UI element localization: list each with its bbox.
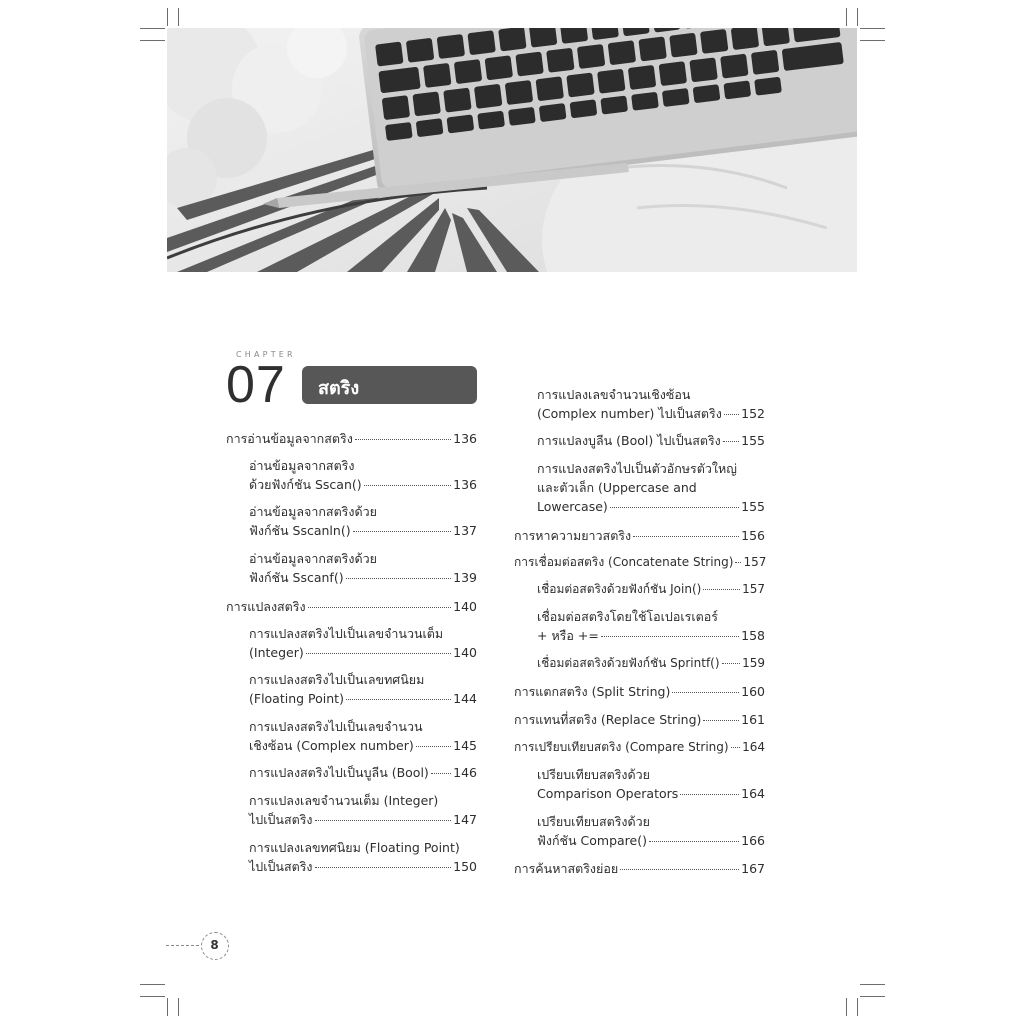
toc-dot-leader [308,607,452,608]
toc-entry-title: การเชื่อมต่อสตริง (Concatenate String) [514,555,734,569]
toc-entry[interactable] [249,624,477,662]
toc-entry-title-line1: เชื่อมต่อสตริงโดยใช้โอเปอเรเตอร์ [537,609,718,624]
crop-mark [860,996,885,997]
toc-dot-leader [723,441,739,442]
toc-dot-leader [364,485,452,486]
toc-entry-page: 160 [741,684,765,699]
toc-entry-title: การค้นหาสตริงย่อย [514,861,619,876]
crop-mark [857,8,858,26]
crop-mark [178,998,179,1016]
toc-dot-leader [431,773,451,774]
page-number-line [166,945,204,946]
toc-entry[interactable] [514,526,765,545]
toc-entry[interactable] [537,459,765,516]
toc-entry[interactable] [514,682,765,701]
toc-entry-title: (Complex number) ไปเป็นสตริง [537,406,722,421]
toc-entry[interactable] [514,710,765,729]
chapter-hero-image [167,28,857,272]
chapter-title: สตริง [318,378,360,399]
toc-entry-page: 152 [741,406,765,421]
toc-dot-leader [306,653,451,654]
toc-entry-title-line1: อ่านข้อมูลจากสตริงด้วย [249,551,377,566]
toc-dot-leader [735,562,741,563]
toc-entry-page: 159 [742,656,765,670]
toc-dot-leader [601,636,739,637]
toc-entry-title: เชื่อมต่อสตริงด้วยฟังก์ชัน Sprintf() [537,656,720,670]
toc-dot-leader [703,589,740,590]
toc-dot-leader [724,414,739,415]
toc-entry-page: 144 [453,691,477,706]
toc-entry-page: 166 [741,833,765,848]
toc-entry-title-line1: อ่านข้อมูลจากสตริงด้วย [249,504,377,519]
toc-entry-title: การแปลงสตริง [226,599,306,614]
toc-entry[interactable] [249,670,477,708]
crop-mark [846,8,847,26]
toc-entry[interactable] [514,859,765,878]
toc-entry-title-line1: อ่านข้อมูลจากสตริง [249,458,355,473]
toc-entry[interactable] [537,607,765,645]
crop-mark [140,40,165,41]
toc-entry-title-line1: การแปลงสตริงไปเป็นตัวอักษรตัวใหญ่ และตัวเล็ก (Uppercase and [537,461,737,495]
toc-entry[interactable] [249,502,477,540]
page-number: 8 [210,938,219,952]
toc-entry-title: ไปเป็นสตริง [249,859,313,874]
toc-entry-title: ฟังก์ชัน Sscanln() [249,523,351,538]
toc-entry[interactable] [249,549,477,587]
toc-entry-title-line1: การแปลงเลขจำนวนเชิงซ้อน [537,387,691,402]
toc-entry-title: การแตกสตริง (Split String) [514,684,671,699]
toc-entry-page: 167 [741,861,765,876]
toc-dot-leader [416,746,451,747]
chapter-number: 07 [226,356,286,414]
toc-entry-page: 140 [453,645,477,660]
toc-entry-title-line1: เปรียบเทียบสตริงด้วย [537,767,650,782]
toc-entry[interactable] [249,717,477,755]
toc-entry-title: Comparison Operators [537,786,679,801]
toc-entry-title: การหาความยาวสตริง [514,528,632,543]
toc-entry-title: ฟังก์ชัน Sscanf() [249,570,344,585]
toc-entry-title: ด้วยฟังก์ชัน Sscan() [249,477,362,492]
toc-entry-title: (Floating Point) [249,691,344,706]
toc-dot-leader [680,794,739,795]
chapter-label: CHAPTER [236,350,296,359]
toc-entry-page: 147 [453,812,477,827]
toc-dot-leader [633,536,739,537]
toc-entry-title-line1: การแปลงสตริงไปเป็นเลขจำนวนเต็ม [249,626,444,641]
toc-entry-page: 164 [742,740,765,754]
toc-entry-page: 137 [453,523,477,538]
crop-mark [140,28,165,29]
toc-entry-page: 146 [453,765,477,780]
page-number-badge [201,932,229,960]
toc-entry[interactable] [249,791,477,829]
toc-entry-title: (Integer) [249,645,304,660]
toc-entry[interactable] [226,597,477,616]
toc-entry-page: 145 [453,738,477,753]
toc-dot-leader [672,692,739,693]
toc-entry[interactable] [249,456,477,494]
toc-entry[interactable] [537,431,765,450]
toc-entry[interactable] [537,654,765,673]
crop-mark [167,8,168,26]
toc-entry-title: การเปรียบเทียบสตริง (Compare String) [514,740,729,754]
toc-entry-title: + หรือ += [537,628,599,643]
toc-entry[interactable] [537,385,765,423]
toc-entry-page: 156 [741,528,765,543]
toc-entry-page: 157 [742,582,765,596]
toc-entry-page: 136 [453,431,477,446]
toc-entry-page: 157 [743,555,767,569]
chapter-title-box [302,366,477,404]
toc-entry[interactable] [537,812,765,850]
toc-entry-page: 158 [741,628,765,643]
toc-dot-leader [649,841,739,842]
toc-entry[interactable] [514,738,765,757]
toc-entry-page: 136 [453,477,477,492]
crop-mark [140,996,165,997]
toc-dot-leader [346,578,452,579]
crop-mark [857,998,858,1016]
crop-mark [178,8,179,26]
toc-entry-title: เชิงซ้อน (Complex number) [249,738,414,753]
toc-entry-title-line1: การแปลงเลขจำนวนเต็ม (Integer) [249,793,439,808]
crop-mark [140,984,165,985]
toc-dot-leader [703,720,739,721]
toc-entry-page: 164 [741,786,765,801]
toc-dot-leader [346,699,451,700]
toc-dot-leader [620,869,739,870]
toc-entry-title: ไปเป็นสตริง [249,812,313,827]
toc-entry-title-line1: เปรียบเทียบสตริงด้วย [537,814,650,829]
crop-mark [860,984,885,985]
toc-entry[interactable] [226,429,477,448]
toc-dot-leader [731,747,741,748]
toc-entry-title-line1: การแปลงสตริงไปเป็นเลขจำนวน [249,719,423,734]
toc-entry[interactable] [249,838,477,876]
toc-entry-title-line1: การแปลงสตริงไปเป็นเลขทศนิยม [249,672,425,687]
toc-entry-page: 155 [741,433,765,448]
toc-entry[interactable] [537,765,765,803]
toc-entry-title: ฟังก์ชัน Compare() [537,833,647,848]
toc-entry[interactable] [537,580,765,599]
toc-dot-leader [610,507,739,508]
toc-entry-page: 139 [453,570,477,585]
toc-entry-title: การแทนที่สตริง (Replace String) [514,712,702,727]
crop-mark [860,40,885,41]
toc-entry-page: 140 [453,599,477,614]
toc-dot-leader [353,531,452,532]
toc-entry[interactable] [514,553,765,572]
toc-dot-leader [315,867,452,868]
toc-entry-page: 155 [741,499,765,514]
crop-mark [860,28,885,29]
toc-entry-page: 161 [741,712,765,727]
toc-entry-title: Lowercase) [537,499,608,514]
toc-dot-leader [315,820,452,821]
toc-entry-title-line1: การแปลงเลขทศนิยม (Floating Point) [249,840,460,855]
crop-mark [846,998,847,1016]
toc-entry-title: การแปลงบูลีน (Bool) ไปเป็นสตริง [537,433,721,448]
toc-entry-title: การอ่านข้อมูลจากสตริง [226,431,353,446]
toc-entry-page: 150 [453,859,477,874]
toc-entry-title: เชื่อมต่อสตริงด้วยฟังก์ชัน Join() [537,582,702,596]
toc-dot-leader [722,663,741,664]
toc-entry[interactable] [249,763,477,782]
toc-entry-title: การแปลงสตริงไปเป็นบูลีน (Bool) [249,765,429,780]
crop-mark [167,998,168,1016]
toc-dot-leader [355,439,451,440]
